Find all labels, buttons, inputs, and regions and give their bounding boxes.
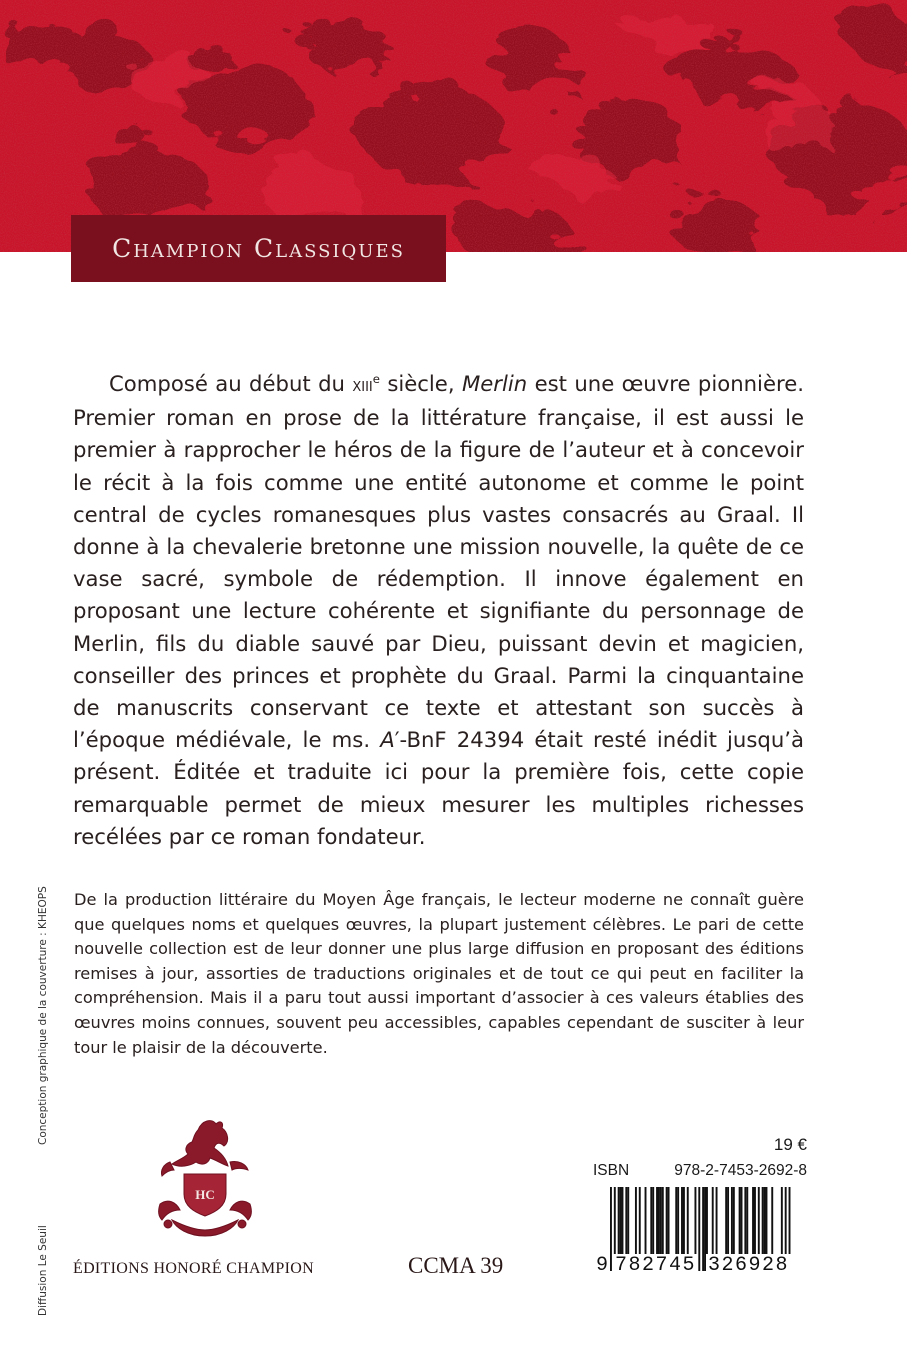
- barcode-digits-left: 782745: [615, 1254, 697, 1277]
- barcode-bar: [733, 1187, 735, 1259]
- barcode-bar: [706, 1187, 708, 1259]
- century-numeral: xiii: [352, 375, 373, 396]
- isbn-line: [593, 1162, 807, 1180]
- series-band: [71, 215, 446, 282]
- blurb-text-1: Composé au début du: [109, 371, 353, 396]
- barcode-bar: [694, 1187, 696, 1259]
- barcode-bar: [660, 1187, 662, 1259]
- barcode-bar: [668, 1187, 670, 1259]
- barcode-bar: [766, 1187, 768, 1259]
- isbn-number: 978-2-7453-2692-8: [674, 1162, 807, 1179]
- barcode-bar: [658, 1187, 660, 1259]
- barcode-bar: [645, 1187, 647, 1259]
- barcode-bar: [650, 1187, 652, 1259]
- barcode-bar: [687, 1187, 689, 1259]
- century-suffix: e: [372, 371, 380, 386]
- logo-monogram: HC: [195, 1187, 215, 1202]
- barcode-bar: [712, 1187, 714, 1259]
- barcode-bar: [764, 1187, 766, 1259]
- barcode-bar: [744, 1187, 746, 1259]
- barcode-bar: [752, 1187, 754, 1259]
- barcode-bar: [635, 1187, 637, 1259]
- barcode-bar: [741, 1187, 743, 1259]
- isbn-label: ISBN: [593, 1162, 630, 1179]
- blurb-paragraph: [73, 368, 804, 853]
- barcode-bar: [758, 1187, 760, 1259]
- cover-design-credit: Conception graphique de la couverture : KHEOPS: [37, 886, 49, 1145]
- barcode-bar: [677, 1187, 679, 1259]
- barcode-bar: [683, 1187, 685, 1259]
- publisher-logo: [150, 1112, 260, 1247]
- blurb-text-3: est une œuvre pionnière. Premier roman en prose de la littérature française, il est aussi le premier à rapprocher le héros de la figure de l’auteur et à concevoir le récit à la fois comme une entité autonome et comme le point central de cycles romanesques plus vastes consacrés au Graal. Il donne à la chevalerie bretonne une mission nouvelle, la quête de ce vase sacré, symbole de rédemption. Il innove également en proposant une lecture cohérente et signifiante du personnage de Merlin, fils du diable sauvé par Dieu, puissant devin et magicien, conseiller des princes et prophète du Graal. Parmi la cinquantaine de manuscrits conservant ce texte et attestant son succès à l’époque médiévale, le ms.: [73, 371, 804, 753]
- barcode-bar: [620, 1187, 622, 1259]
- barcode-digit-first: 9: [596, 1254, 609, 1277]
- barcode-digits-right: 326928: [708, 1254, 790, 1277]
- barcode-bar: [656, 1187, 658, 1259]
- barcode-bar: [652, 1187, 654, 1259]
- barcode-bar: [681, 1187, 683, 1259]
- barcode-bar: [762, 1187, 764, 1259]
- barcode-bar: [739, 1187, 741, 1259]
- title-merlin: Merlin: [461, 371, 528, 396]
- price: 19 €: [773, 1135, 807, 1154]
- barcode-digits: [596, 1254, 808, 1282]
- barcode-bar: [662, 1187, 664, 1259]
- barcode-bar: [618, 1187, 620, 1259]
- barcode-bar: [622, 1187, 624, 1259]
- barcode-bar: [746, 1187, 748, 1259]
- publisher-name: ÉDITIONS HONORÉ CHAMPION: [73, 1260, 314, 1277]
- blurb-text-4: ′-BnF 24394 était resté inédit jusqu’à présent. Éditée et traduite ici pour la première fois, cette copie remarquable permet de mieux mesurer les multiples richesses recélées par ce roman fondateur.: [73, 727, 804, 849]
- barcode-bar: [731, 1187, 733, 1259]
- barcode-bar: [625, 1187, 627, 1259]
- distribution-credit: Diffusion Le Seuil: [37, 1225, 49, 1316]
- barcode-bar: [675, 1187, 677, 1259]
- barcode-bar: [627, 1187, 629, 1259]
- barcode-bar: [666, 1187, 668, 1259]
- collection-description: De la production littéraire du Moyen Âge français, le lecteur moderne ne connaît guère que quelques noms et quelques œuvres, la plupart justement célèbres. Le pari de cette nouvelle collection est de leur donner une plus large diffusion en proposant des éditions remises à jour, assorties de traductions originales et de tout ce qui peut en faciliter la compréhension. Mais il a paru tout aussi important d’associer à ces valeurs établies des œuvres moins connues, souvent peu accessibles, capables cependant de susciter à leur tour le plaisir de la découverte.: [74, 890, 804, 1057]
- manuscript-siglum: A: [380, 727, 395, 753]
- barcode-bar: [725, 1187, 727, 1259]
- series-title: Champion Classiques: [112, 234, 405, 263]
- barcode-bar: [727, 1187, 729, 1259]
- barcode-bar: [771, 1187, 773, 1259]
- blurb-text-2: siècle,: [379, 371, 462, 396]
- series-code: CCMA 39: [408, 1253, 504, 1278]
- barcode-bar: [781, 1187, 783, 1259]
- barcode-bar: [754, 1187, 756, 1259]
- barcode-bar: [716, 1187, 718, 1259]
- barcode-bar: [639, 1187, 641, 1259]
